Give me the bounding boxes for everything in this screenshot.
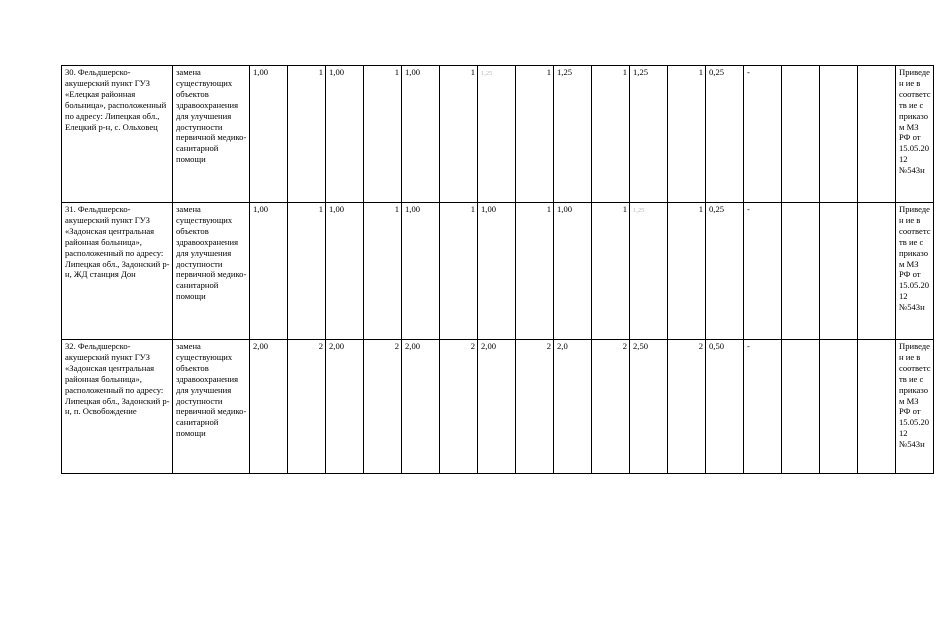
count-cell bbox=[592, 66, 630, 203]
cell-value: 1 bbox=[698, 67, 703, 77]
cell-value: 1 bbox=[318, 204, 323, 214]
cell-value: 2 bbox=[698, 341, 703, 351]
empty-cell bbox=[782, 203, 820, 340]
count-cell bbox=[288, 66, 326, 203]
empty-cell bbox=[858, 340, 896, 474]
count-cell bbox=[440, 203, 478, 340]
cell-value: 1 bbox=[394, 204, 399, 214]
cell-value: 0,25 bbox=[709, 204, 725, 214]
cell-value: 1 bbox=[470, 204, 475, 214]
cell-value: - bbox=[747, 341, 750, 351]
cell-value: 2 bbox=[622, 341, 627, 351]
reason-cell: замена существующих объектов здравоохранения для улучшения доступности первичной медико-санитарной помощи bbox=[173, 203, 250, 340]
cell-value: 1 bbox=[394, 67, 399, 77]
value-cell bbox=[402, 66, 440, 203]
empty-cell bbox=[858, 203, 896, 340]
count-cell bbox=[668, 66, 706, 203]
note-cell: Приведен ие в соответств ие с приказом МЗ РФ от 15.05.2012 №543н bbox=[896, 340, 934, 474]
cell-value: 1,00 bbox=[405, 204, 421, 214]
cell-value: 2 bbox=[394, 341, 399, 351]
empty-cell bbox=[858, 66, 896, 203]
count-cell bbox=[668, 203, 706, 340]
table-body bbox=[62, 66, 934, 474]
value-cell bbox=[326, 66, 364, 203]
value-cell bbox=[478, 340, 516, 474]
cell-value: 0,50 bbox=[709, 341, 725, 351]
value-cell bbox=[250, 340, 288, 474]
count-cell bbox=[516, 203, 554, 340]
facility-name-cell: 30. Фельдшерско-акушерский пункт ГУЗ «Елецкая районная больница», расположенный по адресу: Липецкая обл., Елецкий р-н, с. Ольховец bbox=[62, 66, 173, 203]
facility-name-cell: 31. Фельдшерско-акушерский пункт ГУЗ «Задонская центральная районная больница», расположенный по адресу: Липецкая обл., Задонский р-н, ЖД станция Дон bbox=[62, 203, 173, 340]
cell-value: 1 bbox=[698, 204, 703, 214]
count-cell bbox=[516, 66, 554, 203]
count-cell bbox=[440, 340, 478, 474]
table-row bbox=[62, 340, 934, 474]
cell-value: 1 bbox=[318, 67, 323, 77]
cell-value: 1,00 bbox=[329, 204, 345, 214]
value-cell bbox=[402, 203, 440, 340]
value-cell bbox=[478, 203, 516, 340]
cell-value: 1 bbox=[546, 204, 551, 214]
value-cell bbox=[250, 203, 288, 340]
value-cell bbox=[630, 340, 668, 474]
value-cell bbox=[554, 203, 592, 340]
value-cell bbox=[250, 66, 288, 203]
empty-cell bbox=[820, 340, 858, 474]
cell-value: 2 bbox=[470, 341, 475, 351]
facilities-table bbox=[61, 65, 934, 474]
count-cell bbox=[668, 340, 706, 474]
cell-value: 1 bbox=[622, 67, 627, 77]
count-cell bbox=[364, 66, 402, 203]
value-cell bbox=[326, 203, 364, 340]
cell-value: 1,00 bbox=[405, 67, 421, 77]
value-cell bbox=[706, 66, 744, 203]
cell-value: 0,25 bbox=[709, 67, 725, 77]
cell-value: 1,00 bbox=[329, 67, 345, 77]
value-cell bbox=[478, 66, 516, 203]
cell-value: 2 bbox=[318, 341, 323, 351]
cell-value: 1,25 bbox=[633, 207, 645, 214]
cell-value: 2,00 bbox=[329, 341, 345, 351]
count-cell bbox=[288, 203, 326, 340]
table-row bbox=[62, 66, 934, 203]
empty-cell bbox=[782, 340, 820, 474]
count-cell bbox=[288, 340, 326, 474]
cell-value: 1 bbox=[546, 67, 551, 77]
cell-value: 1,00 bbox=[253, 204, 269, 214]
empty-cell bbox=[782, 66, 820, 203]
cell-value: 2,50 bbox=[633, 341, 649, 351]
cell-value: 1 bbox=[622, 204, 627, 214]
value-cell bbox=[744, 203, 782, 340]
count-cell bbox=[592, 203, 630, 340]
count-cell bbox=[516, 340, 554, 474]
cell-value: 2,0 bbox=[557, 341, 568, 351]
cell-value: - bbox=[747, 67, 750, 77]
value-cell bbox=[554, 66, 592, 203]
empty-cell bbox=[820, 203, 858, 340]
cell-value: 1,25 bbox=[557, 67, 573, 77]
reason-cell: замена существующих объектов здравоохранения для улучшения доступности первичной медико-санитарной помощи bbox=[173, 66, 250, 203]
cell-value: 1,25 bbox=[633, 67, 649, 77]
cell-value: 2,00 bbox=[481, 341, 497, 351]
facility-name-cell: 32. Фельдшерско-акушерский пункт ГУЗ «Задонская центральная районная больница», расположенный по адресу: Липецкая обл., Задонский р-н, п. Освобождение bbox=[62, 340, 173, 474]
cell-value: 1,00 bbox=[481, 204, 497, 214]
cell-value: - bbox=[747, 204, 750, 214]
note-cell: Приведен ие в соответств ие с приказом МЗ РФ от 15.05.2012 №543н bbox=[896, 203, 934, 340]
empty-cell bbox=[820, 66, 858, 203]
cell-value: 1,25 bbox=[481, 70, 493, 77]
value-cell bbox=[744, 66, 782, 203]
value-cell bbox=[744, 340, 782, 474]
value-cell bbox=[706, 340, 744, 474]
cell-value: 1,00 bbox=[557, 204, 573, 214]
table-row bbox=[62, 203, 934, 340]
count-cell bbox=[364, 340, 402, 474]
cell-value: 1 bbox=[470, 67, 475, 77]
value-cell bbox=[554, 340, 592, 474]
value-cell bbox=[326, 340, 364, 474]
cell-value: 2,00 bbox=[405, 341, 421, 351]
count-cell bbox=[440, 66, 478, 203]
count-cell bbox=[592, 340, 630, 474]
value-cell bbox=[630, 203, 668, 340]
cell-value: 1,00 bbox=[253, 67, 269, 77]
count-cell bbox=[364, 203, 402, 340]
cell-value: 2 bbox=[546, 341, 551, 351]
value-cell bbox=[706, 203, 744, 340]
value-cell bbox=[402, 340, 440, 474]
value-cell bbox=[630, 66, 668, 203]
cell-value: 2,00 bbox=[253, 341, 269, 351]
reason-cell: замена существующих объектов здравоохранения для улучшения доступности первичной медико-санитарной помощи bbox=[173, 340, 250, 474]
note-cell: Приведен ие в соответств ие с приказом МЗ РФ от 15.05.2012 №543н bbox=[896, 66, 934, 203]
